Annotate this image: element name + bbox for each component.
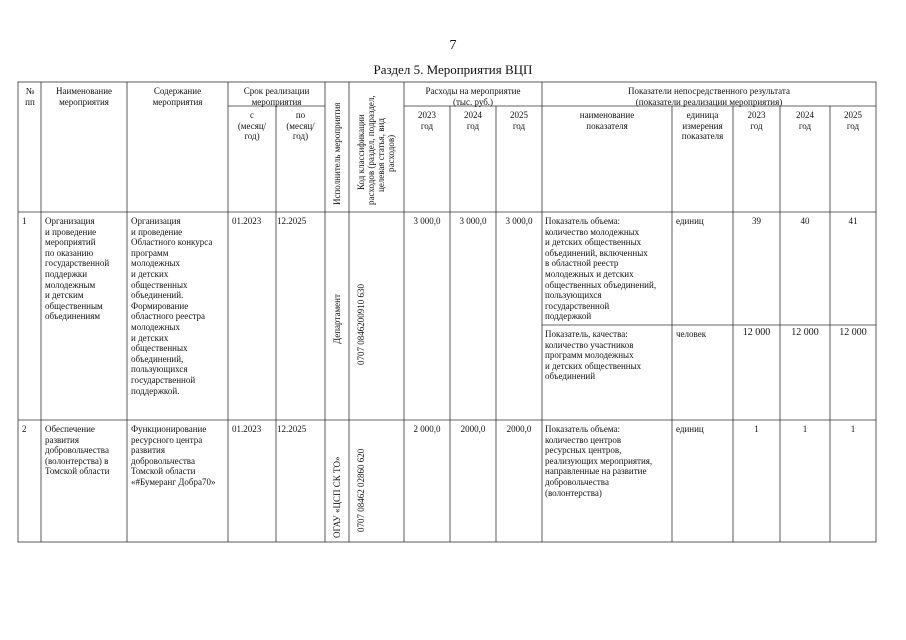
row2-executor: ОГАУ «ЦСП СК ТО»: [332, 456, 342, 538]
header-period: Срок реализации мероприятия: [243, 86, 310, 107]
row1-to: 12.2025: [277, 216, 307, 226]
row1-ind1-2024: 40: [800, 216, 810, 226]
header-ind-2023: 2023 год: [747, 110, 766, 131]
header-code-line1: Код классификации: [356, 114, 366, 190]
row2-to: 12.2025: [277, 424, 307, 434]
row1-executor: Департамент: [332, 294, 342, 344]
row1-exp-2023: 3 000,0: [413, 216, 441, 226]
row2-content: Функционирование ресурсного центра развития добровольчества Томской области «#Бумеранг Добра70»: [131, 424, 216, 487]
header-ind-2025: 2025 год: [844, 110, 862, 131]
row2-num: 2: [22, 424, 27, 434]
header-code-line2: расходов (раздел, подраздел,: [366, 95, 376, 205]
row1-from: 01.2023: [232, 216, 262, 226]
row1-ind2-unit: человек: [676, 329, 707, 339]
row2-ind1-unit: единиц: [676, 424, 704, 434]
header-ind-name: наименование показателя: [579, 110, 635, 131]
row1-ind1-2023: 39: [752, 216, 761, 226]
row1-code: 0707 0846200910 630: [356, 284, 366, 365]
page-number: 7: [449, 38, 457, 53]
row1-num: 1: [22, 216, 27, 226]
row1-ind2-2024: 12 000: [791, 327, 819, 338]
row1-name: Организация и проведение мероприятий по оказанию государственной поддержки молодежным и детским общественным объединениям: [45, 216, 110, 322]
header-period-from: с (месяц/ год): [237, 110, 267, 142]
row2-ind1-2024: 1: [802, 424, 808, 434]
header-executor: Исполнитель мероприятия: [332, 102, 342, 205]
row1-content: Организация и проведение Областного конкурса программ молодежных и детских общественных объединений. Формирование областного реестра молодежных и детских общественных объединений, пользующихся государственной поддержкой.: [131, 216, 213, 396]
row2-name: Обеспечение развития добровольчества (волонтерства) в Томской области: [45, 424, 110, 477]
row2-code: 0707 08462 02860 620: [356, 448, 366, 532]
header-ind-unit: единица измерения показателя: [681, 110, 724, 142]
row2-ind1-2025: 1: [850, 424, 856, 434]
row1-ind1-2025: 41: [848, 216, 858, 226]
section-title: Раздел 5. Мероприятия ВЦП: [373, 62, 533, 77]
row2-ind1-2023: 1: [754, 424, 759, 434]
row1-ind2-2025: 12 000: [839, 327, 867, 338]
header-expenses: Расходы на мероприятие (тыс. руб.): [425, 86, 521, 107]
header-exp-2023: 2023 год: [418, 110, 436, 131]
row2-exp-2025: 2000,0: [506, 424, 532, 434]
row1-ind1-name: Показатель объема: количество молодежных и детских общественных объединений, включенных в областной реестр молодежных и детских общественных объединений, пользующихся государственной поддержкой: [545, 216, 657, 322]
header-code-line3: целевая статья, вид: [376, 118, 386, 192]
header-ind-2024: 2024 год: [796, 110, 814, 131]
row1-ind1-unit: единиц: [676, 216, 704, 226]
header-name: Наименование мероприятия: [55, 86, 113, 107]
header-indicators: Показатели непосредственного результата (показатели реализации мероприятия): [628, 86, 790, 107]
header-period-to: по (месяц/ год): [286, 110, 315, 142]
row1-exp-2024: 3 000,0: [459, 216, 487, 226]
row1-exp-2025: 3 000,0: [505, 216, 533, 226]
row2-exp-2024: 2000,0: [460, 424, 486, 434]
row2-ind1-name: Показатель объема: количество центров ресурсных центров, реализующих мероприятия, направленные на развитие добровольчества (волонтерства): [545, 424, 653, 498]
row1-ind2-2023: 12 000: [742, 327, 771, 338]
header-exp-2025: 2025 год: [510, 110, 528, 131]
header-content: Содержание мероприятия: [152, 86, 203, 107]
header-num: № пп: [25, 86, 35, 107]
header-exp-2024: 2024 год: [464, 110, 482, 131]
row2-from: 01.2023: [232, 424, 262, 434]
row1-ind2-name: Показатель, качества: количество участников программ молодежных и детских общественных объединений: [545, 329, 642, 382]
header-code-line4: расходов): [386, 134, 396, 172]
row2-exp-2023: 2 000,0: [413, 424, 441, 434]
